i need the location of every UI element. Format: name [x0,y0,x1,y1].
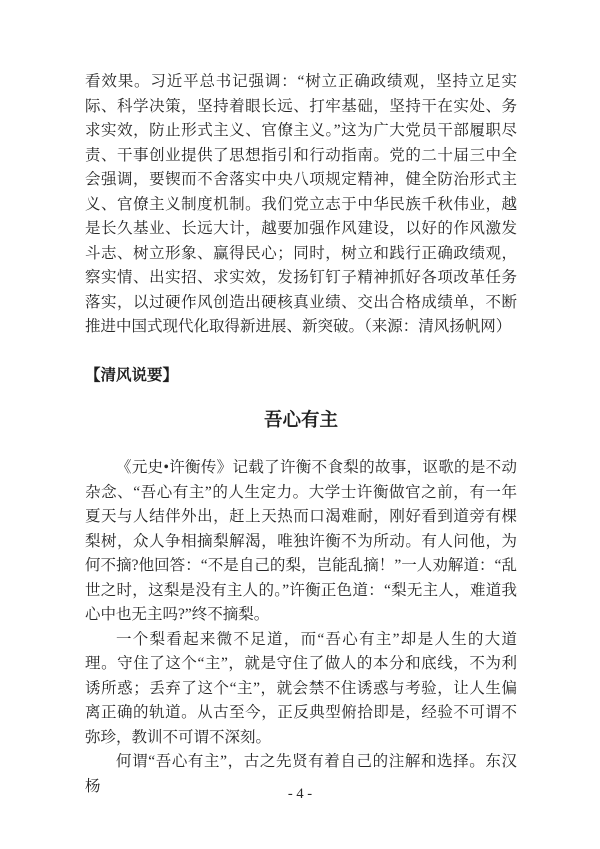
page-content [85,70,517,799]
page-number: - 4 - [287,786,313,802]
article-title: 吾心有主 [263,409,338,430]
article-paragraph-3: 何谓“吾心有主”，古之先贤有着自己的注解和选择。东汉杨 [85,753,517,795]
article-paragraph-2: 一个梨看起来微不足道，而“吾心有主”却是人生的大道理。守住了这个“主”，就是守住了做人的本分和底线，不为利诱所惑；丢弃了这个“主”，就会禁不住诱惑与考验，让人生偏离正确的轨道。从古至今，正反典型俯拾即是，经验不可谓不弥珍，教训不可谓不深刻。 [85,630,517,746]
article-paragraph-1: 《元史•许衡传》记载了许衡不食梨的故事，讴歌的是不动杂念、“吾心有主”的人生定力。大学士许衡做官之前，有一年夏天与人结伴外出，赶上天热而口渴难耐，刚好看到道旁有棵梨树，众人争相摘梨解渴，唯独许衡不为所动。有人问他，为何不摘?他回答：“不是自己的梨，岂能乱摘！”一人劝解道：“乱世之时，这梨是没有主人的。”许衡正色道：“梨无主人，难道我心中也无主吗?”终不摘梨。 [85,459,517,623]
paragraph-continuation: 看效果。习近平总书记强调：“树立正确政绩观，坚持立足实际、科学决策，坚持着眼长远、打牢基础，坚持干在实处、务求实效，防止形式主义、官僚主义。”这为广大党员干部履职尽责、干事创业提供了思想指引和行动指南。党的二十届三中全会强调，要锲而不舍落实中央八项规定精神，健全防治形式主义、官僚主义制度机制。我们党立志于中华民族千秋伟业，越是长久基业、长远大计，越要加强作风建设，以好的作风激发斗志、树立形象、赢得民心；同时，树立和践行正确政绩观，察实情、出实招、求实效，发扬钉钉子精神抓好各项改革任务落实，以过硬作风创造出硬核真业绩、交出合格成绩单，不断推进中国式现代化取得新进展、新突破。（来源：清风扬帆网） [85,73,517,335]
section-label: 【清风说要】 [85,366,179,384]
